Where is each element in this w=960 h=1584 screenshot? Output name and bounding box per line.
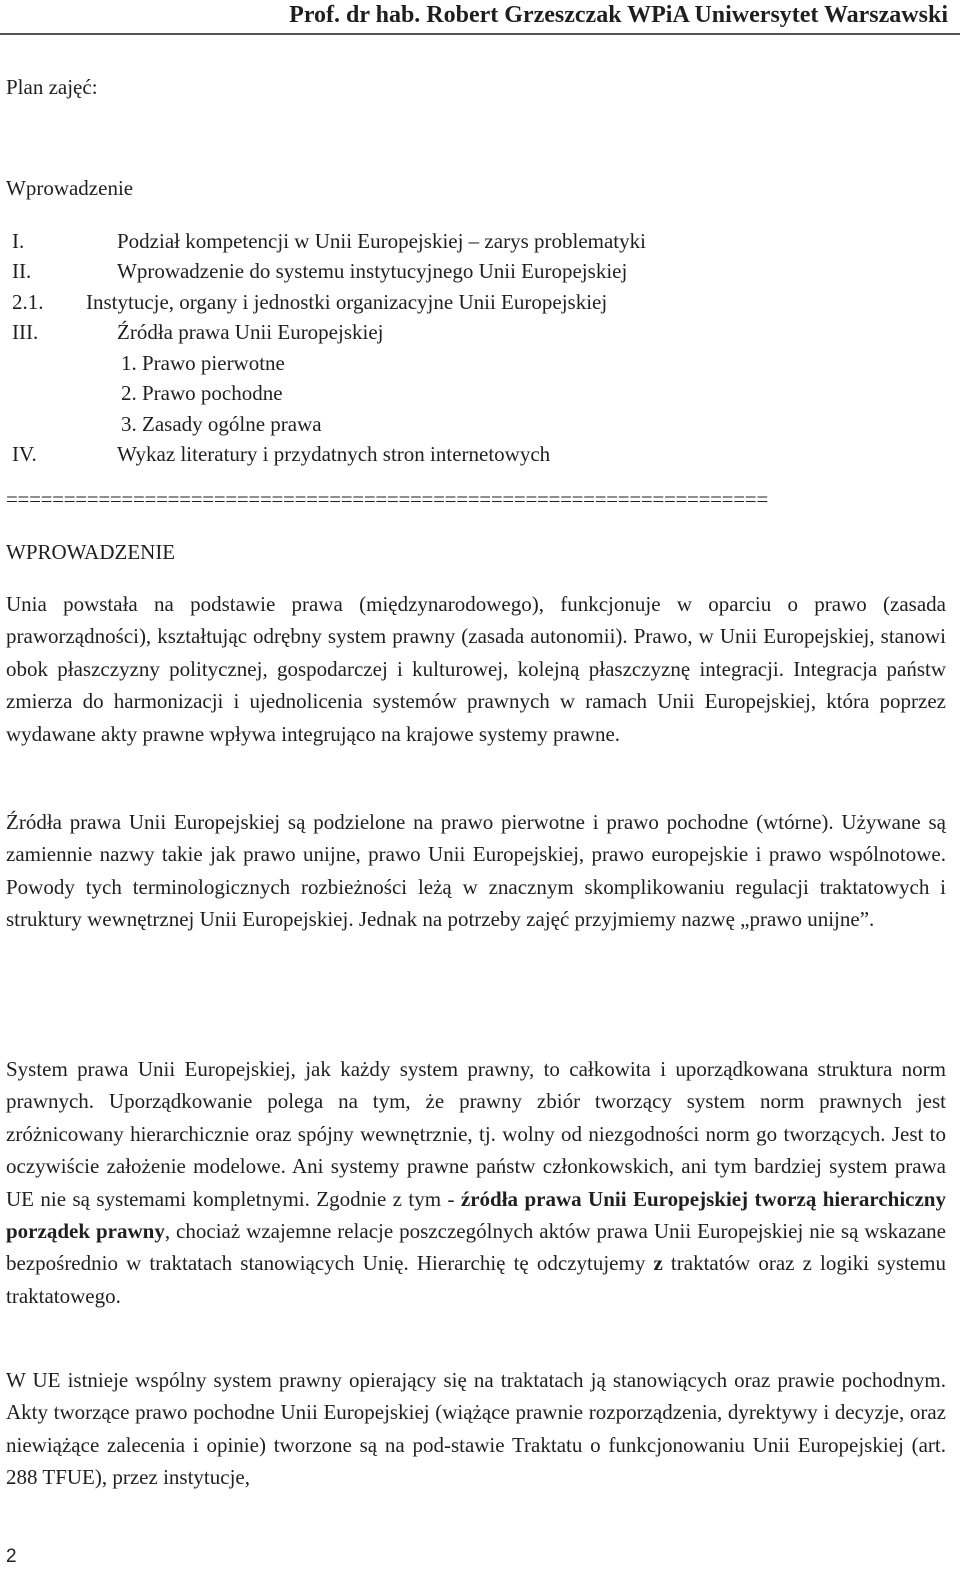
toc-item-text: Instytucje, organy i jednostki organizacyjne Unii Europejskiej — [86, 290, 608, 314]
page-header-title: Prof. dr hab. Robert Grzeszczak WPiA Uniwersytet Warszawski — [289, 2, 948, 28]
section-title: WPROWADZENIE — [6, 540, 176, 564]
separator-line: ================================================================== — [6, 487, 768, 511]
toc-subitem-text: 3. Zasady ogólne prawa — [121, 412, 322, 436]
paragraph: W UE istnieje wspólny system prawny opierający się na traktatach ją stanowiących oraz prawie pochodnym. Akty tworzące prawo pochodne Unii Europejskiej (wiążące prawnie rozporządzenia, dyrektywy i decyzje, oraz niewiążące zalecenia i opinie) tworzone są na pod-stawie Traktatu o funkcjonowaniu Unii Europejskiej (art. 288 TFUE), przez instytucje, — [6, 1368, 946, 1490]
paragraph-bold-text: źródła prawa Unii Europejskiej tworzą hierarchiczny porządek prawny — [6, 1186, 946, 1244]
paragraph — [6, 1053, 946, 1312]
toc-item-number: IV. — [12, 442, 37, 466]
toc-item-number: III. — [12, 320, 39, 344]
toc-subitem-text: 1. Prawo pierwotne — [121, 351, 285, 375]
toc-item-number: 2.1. — [12, 290, 44, 314]
paragraph: Unia powstała na podstawie prawa (międzynarodowego), funkcjonuje w oparciu o prawo (zasada praworządności), kształtując odrębny system prawny (zasada autonomii). Prawo, w Unii Europejskiej, stanowi obok płaszczyzny politycznej, gospodarczej i kulturowej, kolejną płaszczyznę integracji. Integracja państw zmierza do harmonizacji i ujednolicenia systemów prawnych w ramach Unii Europejskiej, która poprzez wydawane akty prawne wpływa integrująco na krajowe systemy prawne. — [6, 592, 946, 746]
plan-label: Plan zajęć: — [6, 75, 98, 99]
toc-item-text: Wprowadzenie do systemu instytucyjnego Unii Europejskiej — [117, 259, 628, 283]
page-number: 2 — [6, 1546, 17, 1567]
toc-item-number: I. — [12, 229, 25, 253]
toc-item-text: Podział kompetencji w Unii Europejskiej – zarys problematyki — [117, 229, 646, 253]
toc-item-text: Wykaz literatury i przydatnych stron internetowych — [117, 442, 551, 466]
paragraph-bold-text: z — [653, 1251, 663, 1276]
paragraph-text: System prawa Unii Europejskiej, jak każdy system prawny, to całkowita i uporządkowana struktura norm prawnych. Uporządkowanie polega na tym, że prawny zbiór tworzący system norm prawnych jest zróżnicowany hierarchicznie oraz spójny wewnętrznie, tj. wolny od niezgodności norm go tworzących. Jest to oczywiście założenie modelowe. Ani systemy prawne państw członkowskich, ani tym bardziej system prawa UE nie są systemami kompletnymi. Zgodnie z tym - — [6, 1057, 946, 1211]
toc-subitem-text: 2. Prawo pochodne — [121, 381, 283, 405]
toc-item-text: Źródła prawa Unii Europejskiej — [117, 320, 384, 344]
header-divider — [0, 33, 960, 35]
paragraph-text: traktatów oraz z logiki systemu traktatowego. — [6, 1251, 946, 1308]
paragraph: Źródła prawa Unii Europejskiej są podzielone na prawo pierwotne i prawo pochodne (wtórne). Używane są zamiennie nazwy takie jak prawo unijne, prawo Unii Europejskiej, prawo europejskie i prawo wspólnotowe. Powody tych terminologicznych rozbieżności leżą w znacznym skomplikowaniu regulacji traktatowych i struktury wewnętrznej Unii Europejskiej. Jednak na potrzeby zajęć przyjmiemy nazwę „prawo unijne”. — [6, 810, 946, 932]
paragraph-text: , chociaż wzajemne relacje poszczególnych aktów prawa Unii Europejskiej nie są wskazane bezpośrednio w traktatach stanowiących Unię. Hierarchię tę odczytujemy — [6, 1219, 946, 1276]
toc-item-number: II. — [12, 259, 32, 283]
intro-label: Wprowadzenie — [6, 176, 134, 200]
